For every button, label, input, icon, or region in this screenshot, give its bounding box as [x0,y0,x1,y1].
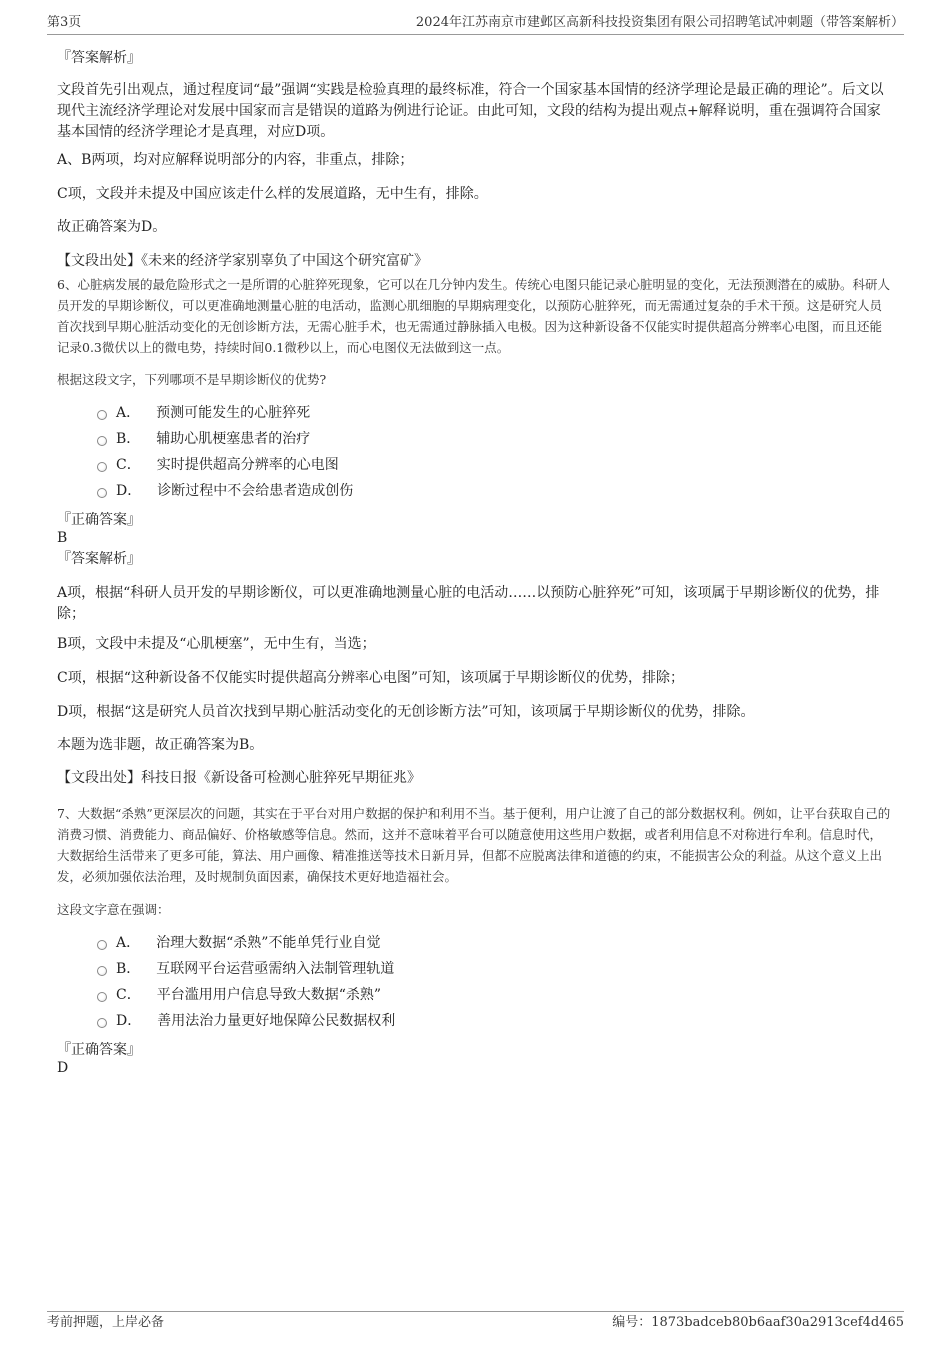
q7-answer: D [57,1060,69,1076]
radio-icon[interactable] [97,436,107,446]
q6-analysis-b: B项，文段中未提及“心肌梗塞”，无中生有，当选； [57,636,376,652]
q5-analysis-p3: C项，文段并未提及中国应该走什么样的发展道路，无中生有，排除。 [57,186,488,202]
option-text: 平台滥用用户信息导致大数据“杀熟” [156,987,382,1003]
document-id: 编号：1873badceb80b6aaf30a2913cef4d465 [612,1315,904,1330]
option-letter: C． [116,457,141,473]
option-letter: D． [116,1013,142,1029]
option-letter: B． [116,961,141,977]
option-text: 善用法治力量更好地保障公民数据权利 [157,1013,396,1029]
option-text: 实时提供超高分辨率的心电图 [156,457,339,473]
q6-analysis-label: 『答案解析』 [57,551,141,567]
radio-icon[interactable] [97,1018,107,1028]
q5-source: 【文段出处】《未来的经济学家别辜负了中国这个研究富矿》 [57,253,428,269]
footer-slogan: 考前押题，上岸必备 [47,1315,165,1330]
option-text: 辅助心肌梗塞患者的治疗 [156,431,311,447]
radio-icon[interactable] [97,488,107,498]
q6-option-d[interactable] [97,481,353,501]
q6-analysis-a: A项，根据“科研人员开发的早期诊断仪，可以更准确地测量心脏的电活动……以预防心脏猝死”可知，该项属于早期诊断仪的优势，排除； [57,585,880,622]
q6-question: 根据这段文字，下列哪项不是早期诊断仪的优势? [57,372,327,387]
document-title: 2024年江苏南京市建邺区高新科技投资集团有限公司招聘笔试冲刺题（带答案解析） [415,15,904,30]
option-text: 预测可能发生的心脏猝死 [156,405,311,421]
q7-question: 这段文字意在强调： [57,902,170,917]
q6-analysis-d: D项，根据“这是研究人员首次找到早期心脏活动变化的无创诊断方法”可知，该项属于早期诊断仪的优势，排除。 [57,704,755,720]
q7-option-a[interactable] [97,933,380,953]
option-letter: B． [116,431,141,447]
q6-analysis-c: C项，根据“这种新设备不仅能实时提供超高分辨率心电图”可知，该项属于早期诊断仪的优势，排除； [57,670,685,686]
option-letter: D． [116,483,142,499]
q5-analysis-label: 『答案解析』 [57,50,141,66]
radio-icon[interactable] [97,992,107,1002]
q5-analysis-p4: 故正确答案为D。 [57,219,167,235]
q6-stem: 6、心脏病发展的最危险形式之一是所谓的心脏猝死现象，它可以在几分钟内发生。传统心电图只能记录心脏明显的变化，无法预测潜在的威胁。科研人员开发的早期诊断仪，可以更准确地测量心脏的电活动，监测心肌细胞的早期病理变化，以预防心脏猝死，而无需通过复杂的手术干预。这是研究人员首次找到早期心脏活动变化的无创诊断方法，无需心脏手术，也无需通过静脉插入电极。因为这种新设备不仅能实时提供超高分辨率心电图，而且还能记录0.3微伏以上的微电势，持续时间0.1微秒以上，而心电图仪无法做到这一点。 [57,277,890,355]
radio-icon[interactable] [97,462,107,472]
q7-option-b[interactable] [97,959,394,979]
q5-analysis-p2: A、B两项，均对应解释说明部分的内容，非重点，排除； [57,152,414,168]
page-footer [47,1311,904,1334]
q7-option-d[interactable] [97,1011,395,1031]
radio-icon[interactable] [97,940,107,950]
q6-option-b[interactable] [97,429,310,449]
q6-option-a[interactable] [97,403,310,423]
q7-option-c[interactable] [97,985,381,1005]
option-text: 诊断过程中不会给患者造成创伤 [157,483,354,499]
q6-option-c[interactable] [97,455,339,475]
q6-source: 【文段出处】科技日报《新设备可检测心脏猝死早期征兆》 [57,770,421,786]
q6-answer: B [57,530,68,546]
page-number: 第3页 [47,15,82,30]
q5-analysis-p1: 文段首先引出观点，通过程度词“最”强调“实践是检验真理的最终标准，符合一个国家基本国情的经济学理论是最正确的理论”。后文以现代主流经济学理论对发展中国家而言是错误的道路为例进行论证。由此可知，文段的结构为提出观点+解释说明，重在强调符合国家基本国情的经济学理论才是真理，对应D项。 [57,82,884,140]
q6-answer-label: 『正确答案』 [57,512,141,528]
radio-icon[interactable] [97,966,107,976]
option-text: 互联网平台运营亟需纳入法制管理轨道 [156,961,395,977]
radio-icon[interactable] [97,410,107,420]
q7-stem: 7、大数据“杀熟”更深层次的问题，其实在于平台对用户数据的保护和利用不当。基于便利，用户让渡了自己的部分数据权利。例如，让平台获取自己的消费习惯、消费能力、商品偏好、价格敏感等信息。然而，这并不意味着平台可以随意使用这些用户数据，或者利用信息不对称进行牟利。信息时代，大数据给生活带来了更多可能，算法、用户画像、精准推送等技术日新月异，但都不应脱离法律和道德的约束，不能损害公众的利益。从这个意义上出发，必须加强依法治理，及时规制负面因素，确保技术更好地造福社会。 [57,806,891,884]
option-letter: A． [116,935,141,951]
page-header [47,14,904,35]
q6-analysis-conclusion: 本题为选非题，故正确答案为B。 [57,737,264,753]
q7-answer-label: 『正确答案』 [57,1042,141,1058]
option-letter: A． [116,405,141,421]
option-text: 治理大数据“杀熟”不能单凭行业自觉 [156,935,381,951]
option-letter: C． [116,987,141,1003]
